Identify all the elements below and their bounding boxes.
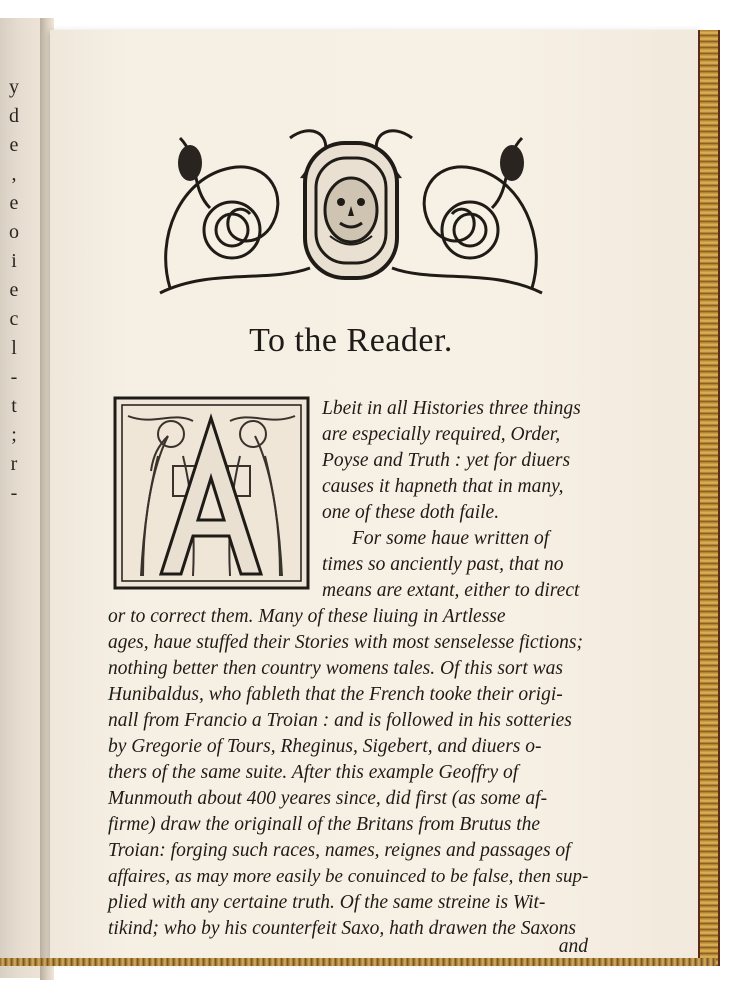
ornamental-headpiece: [150, 118, 552, 300]
text-line: nall from Francio a Troian : and is followed in his sotteries: [108, 710, 572, 731]
text-line: affaires, as may more easily be conuinced to be false, then sup-: [108, 866, 589, 887]
text-line: Lbeit in all Histories three things: [322, 398, 581, 419]
left-fragment: d: [9, 105, 19, 127]
text-line: one of these doth faile.: [322, 502, 500, 523]
left-fragment: i: [11, 250, 17, 272]
left-fragment: e: [9, 192, 19, 214]
left-fragment: y: [9, 76, 19, 98]
text-line: Troian: forging such races, names, reignes and passages of: [108, 840, 571, 861]
text-line: ages, haue stuffed their Stories with most senselesse fictions;: [108, 632, 583, 653]
text-line: by Gregorie of Tours, Rheginus, Sigebert, and diuers o-: [108, 736, 542, 757]
text-line: firme) draw the originall of the Britans from Brutus the: [108, 814, 541, 835]
text-line: causes it hapneth that in many,: [322, 476, 564, 497]
left-fragment: o: [9, 221, 19, 243]
text-line: For some haue written of: [352, 528, 550, 549]
text-line: Hunibaldus, who fableth that the French tooke their origi-: [108, 684, 563, 705]
left-fragment: t: [11, 395, 17, 417]
left-fragment: ,: [11, 163, 17, 185]
text-line: means are extant, either to direct: [322, 580, 580, 601]
text-line: Poyse and Truth : yet for diuers: [322, 450, 571, 471]
page-title: To the Reader.: [249, 322, 453, 359]
left-fragment: e: [9, 279, 19, 301]
left-fragment: r: [10, 453, 18, 475]
bottom-gilt-edge: [0, 958, 716, 966]
left-fragment: -: [10, 482, 18, 504]
left-fragment: -: [10, 366, 18, 388]
catchword: and: [558, 936, 588, 957]
text-line: thers of the same suite. After this example Geoffry of: [108, 762, 519, 783]
left-page-fragments: [4, 73, 24, 508]
text-line: nothing better then country womens tales. Of this sort was: [108, 658, 563, 679]
text-line: tikind; who by his counterfeit Saxo, hath drawen the Saxons: [108, 918, 576, 939]
text-line: times so anciently past, that no: [322, 554, 564, 575]
text-line: are especially required, Order,: [322, 424, 561, 445]
gilt-edge: [698, 30, 720, 966]
decorated-initial-a: [113, 396, 310, 590]
left-fragment: ;: [11, 424, 17, 446]
text-line: plied with any certaine truth. Of the same streine is Wit-: [108, 892, 546, 913]
text-line: Munmouth about 400 yeares since, did first (as some af-: [108, 788, 548, 809]
left-fragment: e: [9, 134, 19, 156]
left-fragment: c: [9, 308, 19, 330]
text-line: or to correct them. Many of these liuing in Artlesse: [108, 606, 506, 627]
left-fragment: l: [11, 337, 17, 359]
